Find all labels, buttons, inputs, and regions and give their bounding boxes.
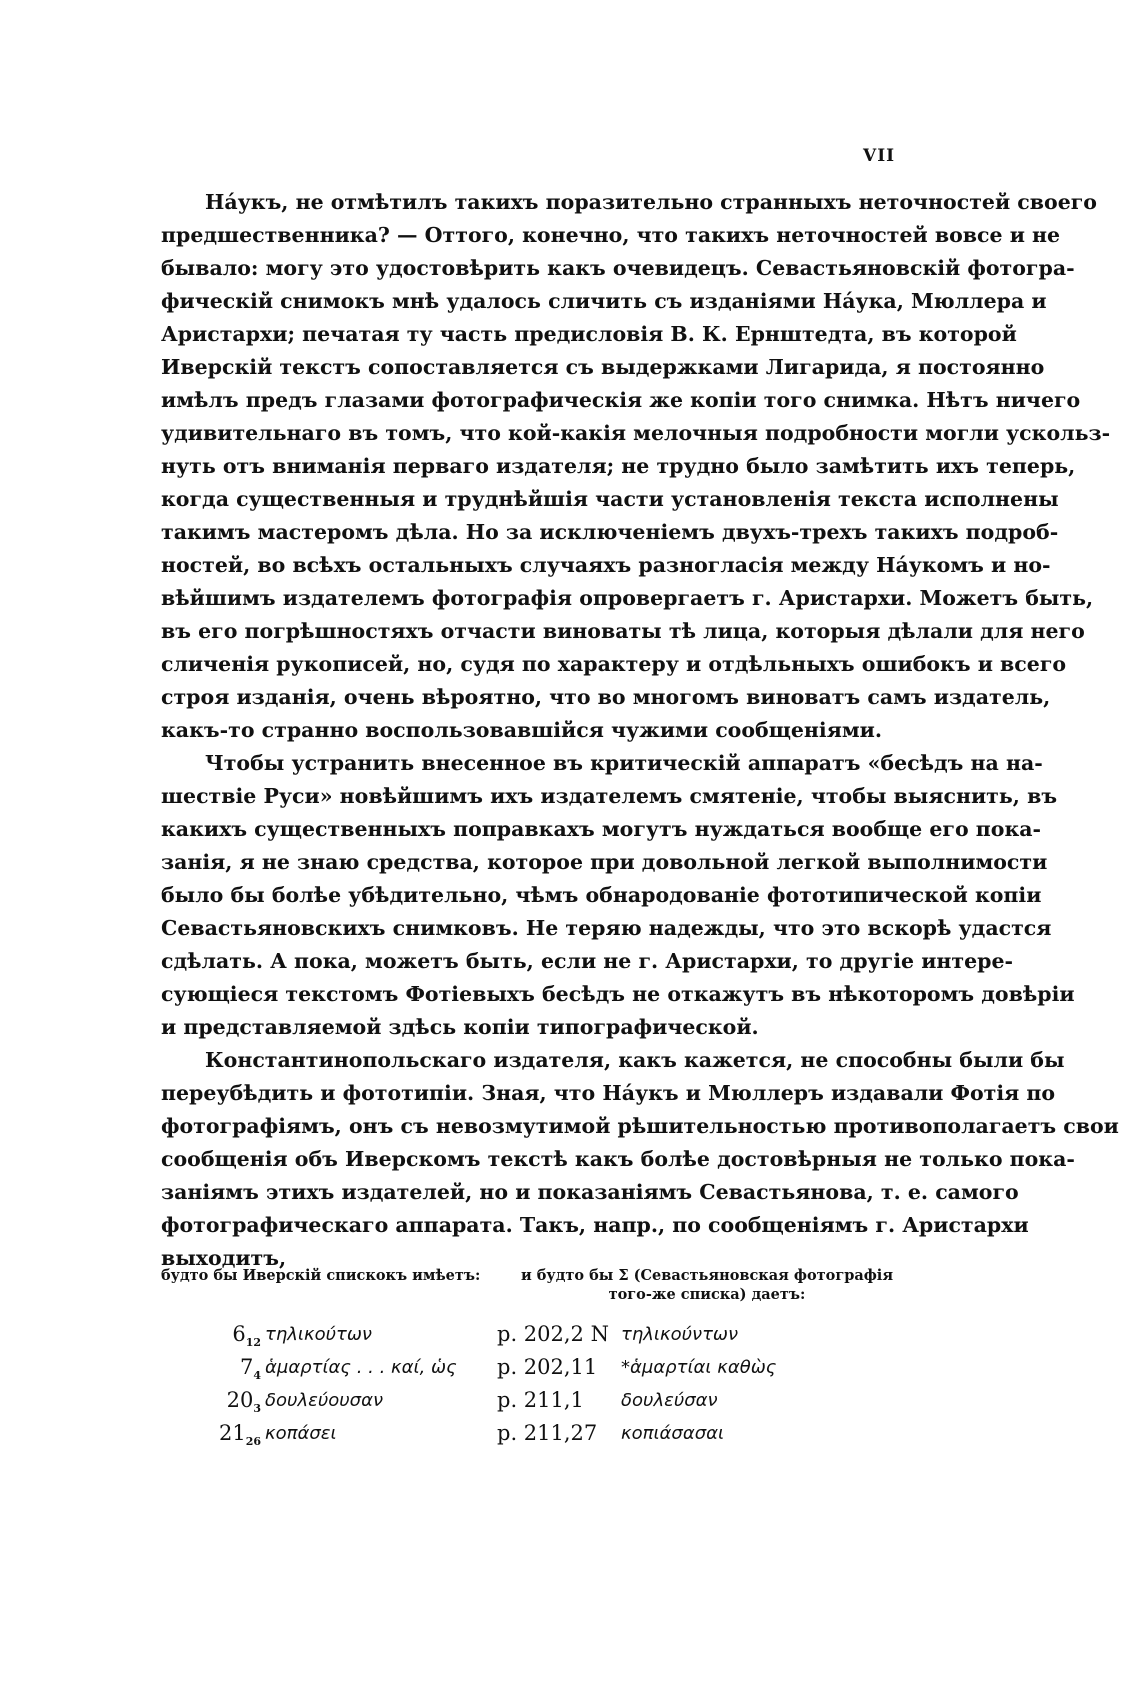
- text-line: имѣлъ предъ глазами фотографическiя же копiи того снимка. Нѣтъ ничего: [161, 388, 1081, 412]
- text-line: сующiеся текстомъ Фотiевыхъ бесѣдъ не откажутъ въ нѣкоторомъ довѣрiи: [161, 982, 1075, 1006]
- text-line: строя изданiя, очень вѣроятно, что во многомъ виноватъ самъ издатель,: [161, 685, 1051, 709]
- page-number: VII: [863, 146, 896, 166]
- page-reference: p. 202,2 N: [497, 1322, 609, 1346]
- reading-row: [161, 1421, 891, 1454]
- right-column-header: [517, 1266, 897, 1304]
- line-number-value: 20: [226, 1388, 254, 1412]
- line-number-value: 21: [218, 1421, 246, 1445]
- left-column-header: будто бы Иверскiй спискокъ имѣетъ:: [161, 1267, 481, 1284]
- text-line: занiя, я не знаю средства, которое при довольной легкой выполнимости: [161, 850, 1048, 874]
- page-reference: p. 211,1: [497, 1388, 584, 1412]
- line-number: [227, 1388, 261, 1415]
- sigma-reading: δουλεύσαν: [621, 1390, 718, 1411]
- paragraph: [161, 1044, 1119, 1275]
- text-line: бывало: могу это удостовѣрить какъ очевидецъ. Севастьяновскiй фотогра-: [161, 256, 1075, 280]
- text-line: когда существенныя и труднѣйшiя части установленiя текста исполнены: [161, 487, 1059, 511]
- text-line: выходитъ,: [161, 1246, 287, 1270]
- text-line: вѣйшимъ издателемъ фотографiя опровергаетъ г. Аристархи. Можетъ быть,: [161, 586, 1094, 610]
- paragraph: [161, 747, 1075, 1044]
- right-header-line1: и будто бы Σ (Севастьяновская фотографiя: [520, 1267, 894, 1284]
- iveron-reading: τηλικούτων: [265, 1324, 372, 1345]
- text-line: предшественника? — Оттого, конечно, что такихъ неточностей вовсе и не: [161, 223, 1061, 247]
- text-line: ностей, во всѣхъ остальныхъ случаяхъ разногласiя между Нáукомъ и но-: [161, 553, 1051, 577]
- sigma-reading: κοπιάσασαι: [621, 1423, 725, 1444]
- text-line: занiямъ этихъ издателей, но и показанiямъ Севастьянова, т. е. самого: [161, 1180, 1019, 1204]
- text-line: было бы болѣе убѣдительно, чѣмъ обнародованiе фототипической копiи: [161, 883, 1042, 907]
- line-number-value: 7: [239, 1355, 254, 1379]
- line-number: [219, 1421, 261, 1448]
- text-line: Аристархи; печатая ту часть предисловiя В. К. Ернштедта, въ которой: [161, 322, 1017, 346]
- line-number: [232, 1322, 261, 1349]
- text-line: шествiе Руси» новѣйшимъ ихъ издателемъ смятенiе, чтобы выяснить, въ: [161, 784, 1058, 808]
- text-line: переубѣдить и фототипiи. Зная, что Нáукъ и Мюллеръ издавали Фотiя по: [161, 1081, 1056, 1105]
- text-line: фотографiямъ, онъ съ невозмутимой рѣшительностью противополагаетъ свои: [161, 1114, 1119, 1138]
- page-reference: p. 211,27: [497, 1421, 598, 1445]
- body-text: [161, 186, 1119, 1275]
- text-line: Константинопольскаго издателя, какъ кажется, не способны были бы: [205, 1048, 1065, 1072]
- line-subscript: 12: [245, 1336, 261, 1350]
- right-header-line2: того-же списка) даетъ:: [608, 1286, 806, 1303]
- text-line: сличенiя рукописей, но, судя по характеру и отдѣльныхъ ошибокъ и всего: [161, 652, 1067, 676]
- text-line: Нáукъ, не отмѣтилъ такихъ поразительно странныхъ неточностей своего: [205, 190, 1097, 214]
- reading-row: [161, 1322, 891, 1355]
- iveron-reading: δουλεύουσαν: [265, 1390, 383, 1411]
- line-number: [240, 1355, 261, 1382]
- text-line: сообщенiя объ Иверскомъ текстѣ какъ болѣе достовѣрныя не только пока-: [161, 1147, 1075, 1171]
- text-line: въ его погрѣшностяхъ отчасти виноваты тѣ лица, которыя дѣлали для него: [161, 619, 1085, 643]
- text-line: нуть отъ вниманiя перваго издателя; не трудно было замѣтить ихъ теперь,: [161, 454, 1076, 478]
- text-line: какихъ существенныхъ поправкахъ могутъ нуждаться вообще его пока-: [161, 817, 1042, 841]
- line-subscript: 26: [245, 1435, 261, 1449]
- text-line: и представляемой здѣсь копiи типографической.: [161, 1015, 759, 1039]
- line-number-value: 6: [232, 1322, 246, 1346]
- sigma-reading: τηλικούντων: [621, 1324, 739, 1345]
- page-reference: p. 202,11: [497, 1355, 598, 1379]
- paragraph: [161, 186, 1111, 747]
- reading-row: [161, 1388, 891, 1421]
- sigma-reading: *ἁμαρτίαι καθὼς: [621, 1357, 777, 1378]
- iveron-reading: κοπάσει: [265, 1423, 337, 1444]
- line-subscript: 4: [253, 1369, 261, 1383]
- text-line: какъ-то странно воспользовавшiйся чужими сообщенiями.: [161, 718, 883, 742]
- text-line: Иверскiй текстъ сопоставляется съ выдержками Лигарида, я постоянно: [161, 355, 1045, 379]
- text-line: сдѣлать. А пока, можетъ быть, если не г. Аристархи, то другiе интере-: [161, 949, 1014, 973]
- text-line: удивительнаго въ томъ, что кой-какiя мелочныя подробности могли ускольз-: [161, 421, 1111, 445]
- paragraphs: [161, 186, 1119, 1275]
- text-line: Севастьяновскихъ снимковъ. Не теряю надежды, что это вскорѣ удастся: [161, 916, 1052, 940]
- text-line: фическiй снимокъ мнѣ удалось сличить съ изданiями Нáука, Мюллера и: [161, 289, 1047, 313]
- text-line: фотографическаго аппарата. Такъ, напр., по сообщенiямъ г. Аристархи: [161, 1213, 1029, 1237]
- iveron-reading: ἁμαρτίας . . . καί, ὡς: [265, 1357, 457, 1378]
- text-line: Чтобы устранить внесенное въ критическiй аппаратъ «бесѣдъ на на-: [205, 751, 1043, 775]
- line-subscript: 3: [253, 1402, 261, 1416]
- text-line: такимъ мастеромъ дѣла. Но за исключенiемъ двухъ-трехъ такихъ подроб-: [161, 520, 1059, 544]
- reading-row: [161, 1355, 891, 1388]
- readings-table: [161, 1322, 891, 1454]
